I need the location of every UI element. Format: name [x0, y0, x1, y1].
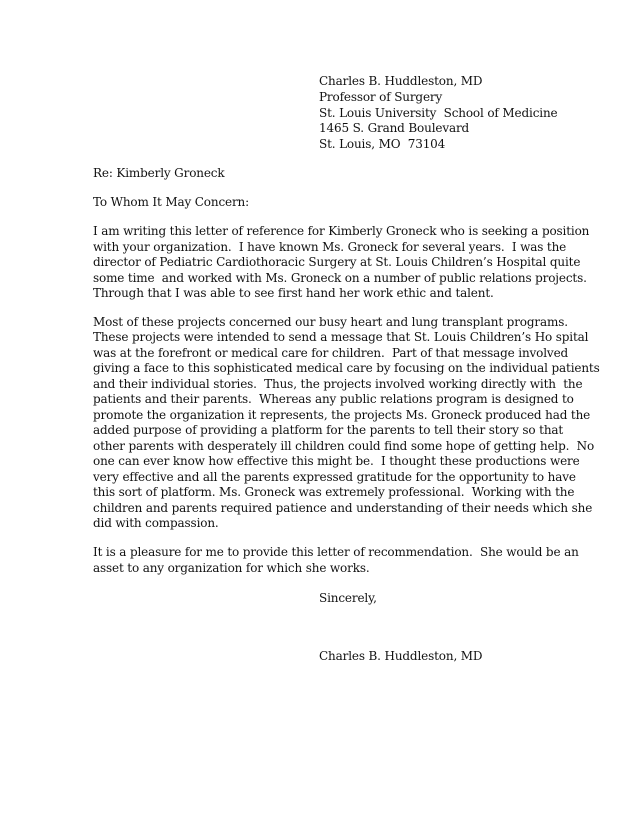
paragraph-line: Through that I was able to see first hand her work ethic and talent. — [93, 286, 494, 300]
closing: Sincerely, — [319, 591, 377, 605]
paragraph-line: some time and worked with Ms. Groneck on a number of public relations projects. — [93, 271, 587, 285]
sender-institution: St. Louis University School of Medicine — [319, 106, 558, 120]
sender-street: 1465 S. Grand Boulevard — [319, 121, 470, 135]
paragraph-line: very effective and all the parents expressed gratitude for the opportunity to have — [93, 470, 576, 484]
sender-name: Charles B. Huddleston, MD — [319, 74, 483, 88]
paragraph-line: other parents with desperately ill children could find some hope of getting help. No — [93, 439, 595, 453]
paragraph-line: and their individual stories. Thus, the projects involved working directly with the — [93, 377, 583, 391]
paragraph-line: was at the forefront or medical care for children. Part of that message involved — [93, 346, 569, 360]
paragraph-line: director of Pediatric Cardiothoracic Surgery at St. Louis Children’s Hospital quite — [93, 255, 581, 269]
salutation: To Whom It May Concern: — [93, 195, 250, 209]
paragraph-line: I am writing this letter of reference for Kimberly Groneck who is seeking a position — [93, 224, 590, 238]
paragraph-line: did with compassion. — [93, 516, 219, 530]
paragraph-line: asset to any organization for which she works. — [93, 561, 370, 575]
paragraph-line: children and parents required patience and understanding of their needs which she — [93, 501, 593, 515]
paragraph-line: giving a face to this sophisticated medical care by focusing on the individual patients — [93, 361, 600, 375]
paragraph-line: promote the organization it represents, the projects Ms. Groneck produced had the — [93, 408, 591, 422]
paragraph-line: patients and their parents. Whereas any public relations program is designed to — [93, 392, 574, 406]
re-line: Re: Kimberly Groneck — [93, 166, 225, 180]
signature-name: Charles B. Huddleston, MD — [319, 649, 483, 663]
sender-title: Professor of Surgery — [319, 90, 443, 104]
paragraph-line: one can ever know how effective this might be. I thought these productions were — [93, 454, 580, 468]
paragraph-line: It is a pleasure for me to provide this letter of recommendation. She would be an — [93, 545, 579, 559]
paragraph-line: These projects were intended to send a message that St. Louis Children’s Ho spital — [93, 330, 589, 344]
sender-city: St. Louis, MO 73104 — [319, 137, 446, 151]
paragraph-line: Most of these projects concerned our busy heart and lung transplant programs. — [93, 315, 568, 329]
paragraph-line: this sort of platform. Ms. Groneck was extremely professional. Working with the — [93, 485, 575, 499]
paragraph-line: with your organization. I have known Ms. Groneck for several years. I was the — [93, 240, 567, 254]
paragraph-line: added purpose of providing a platform for the parents to tell their story so that — [93, 423, 564, 437]
